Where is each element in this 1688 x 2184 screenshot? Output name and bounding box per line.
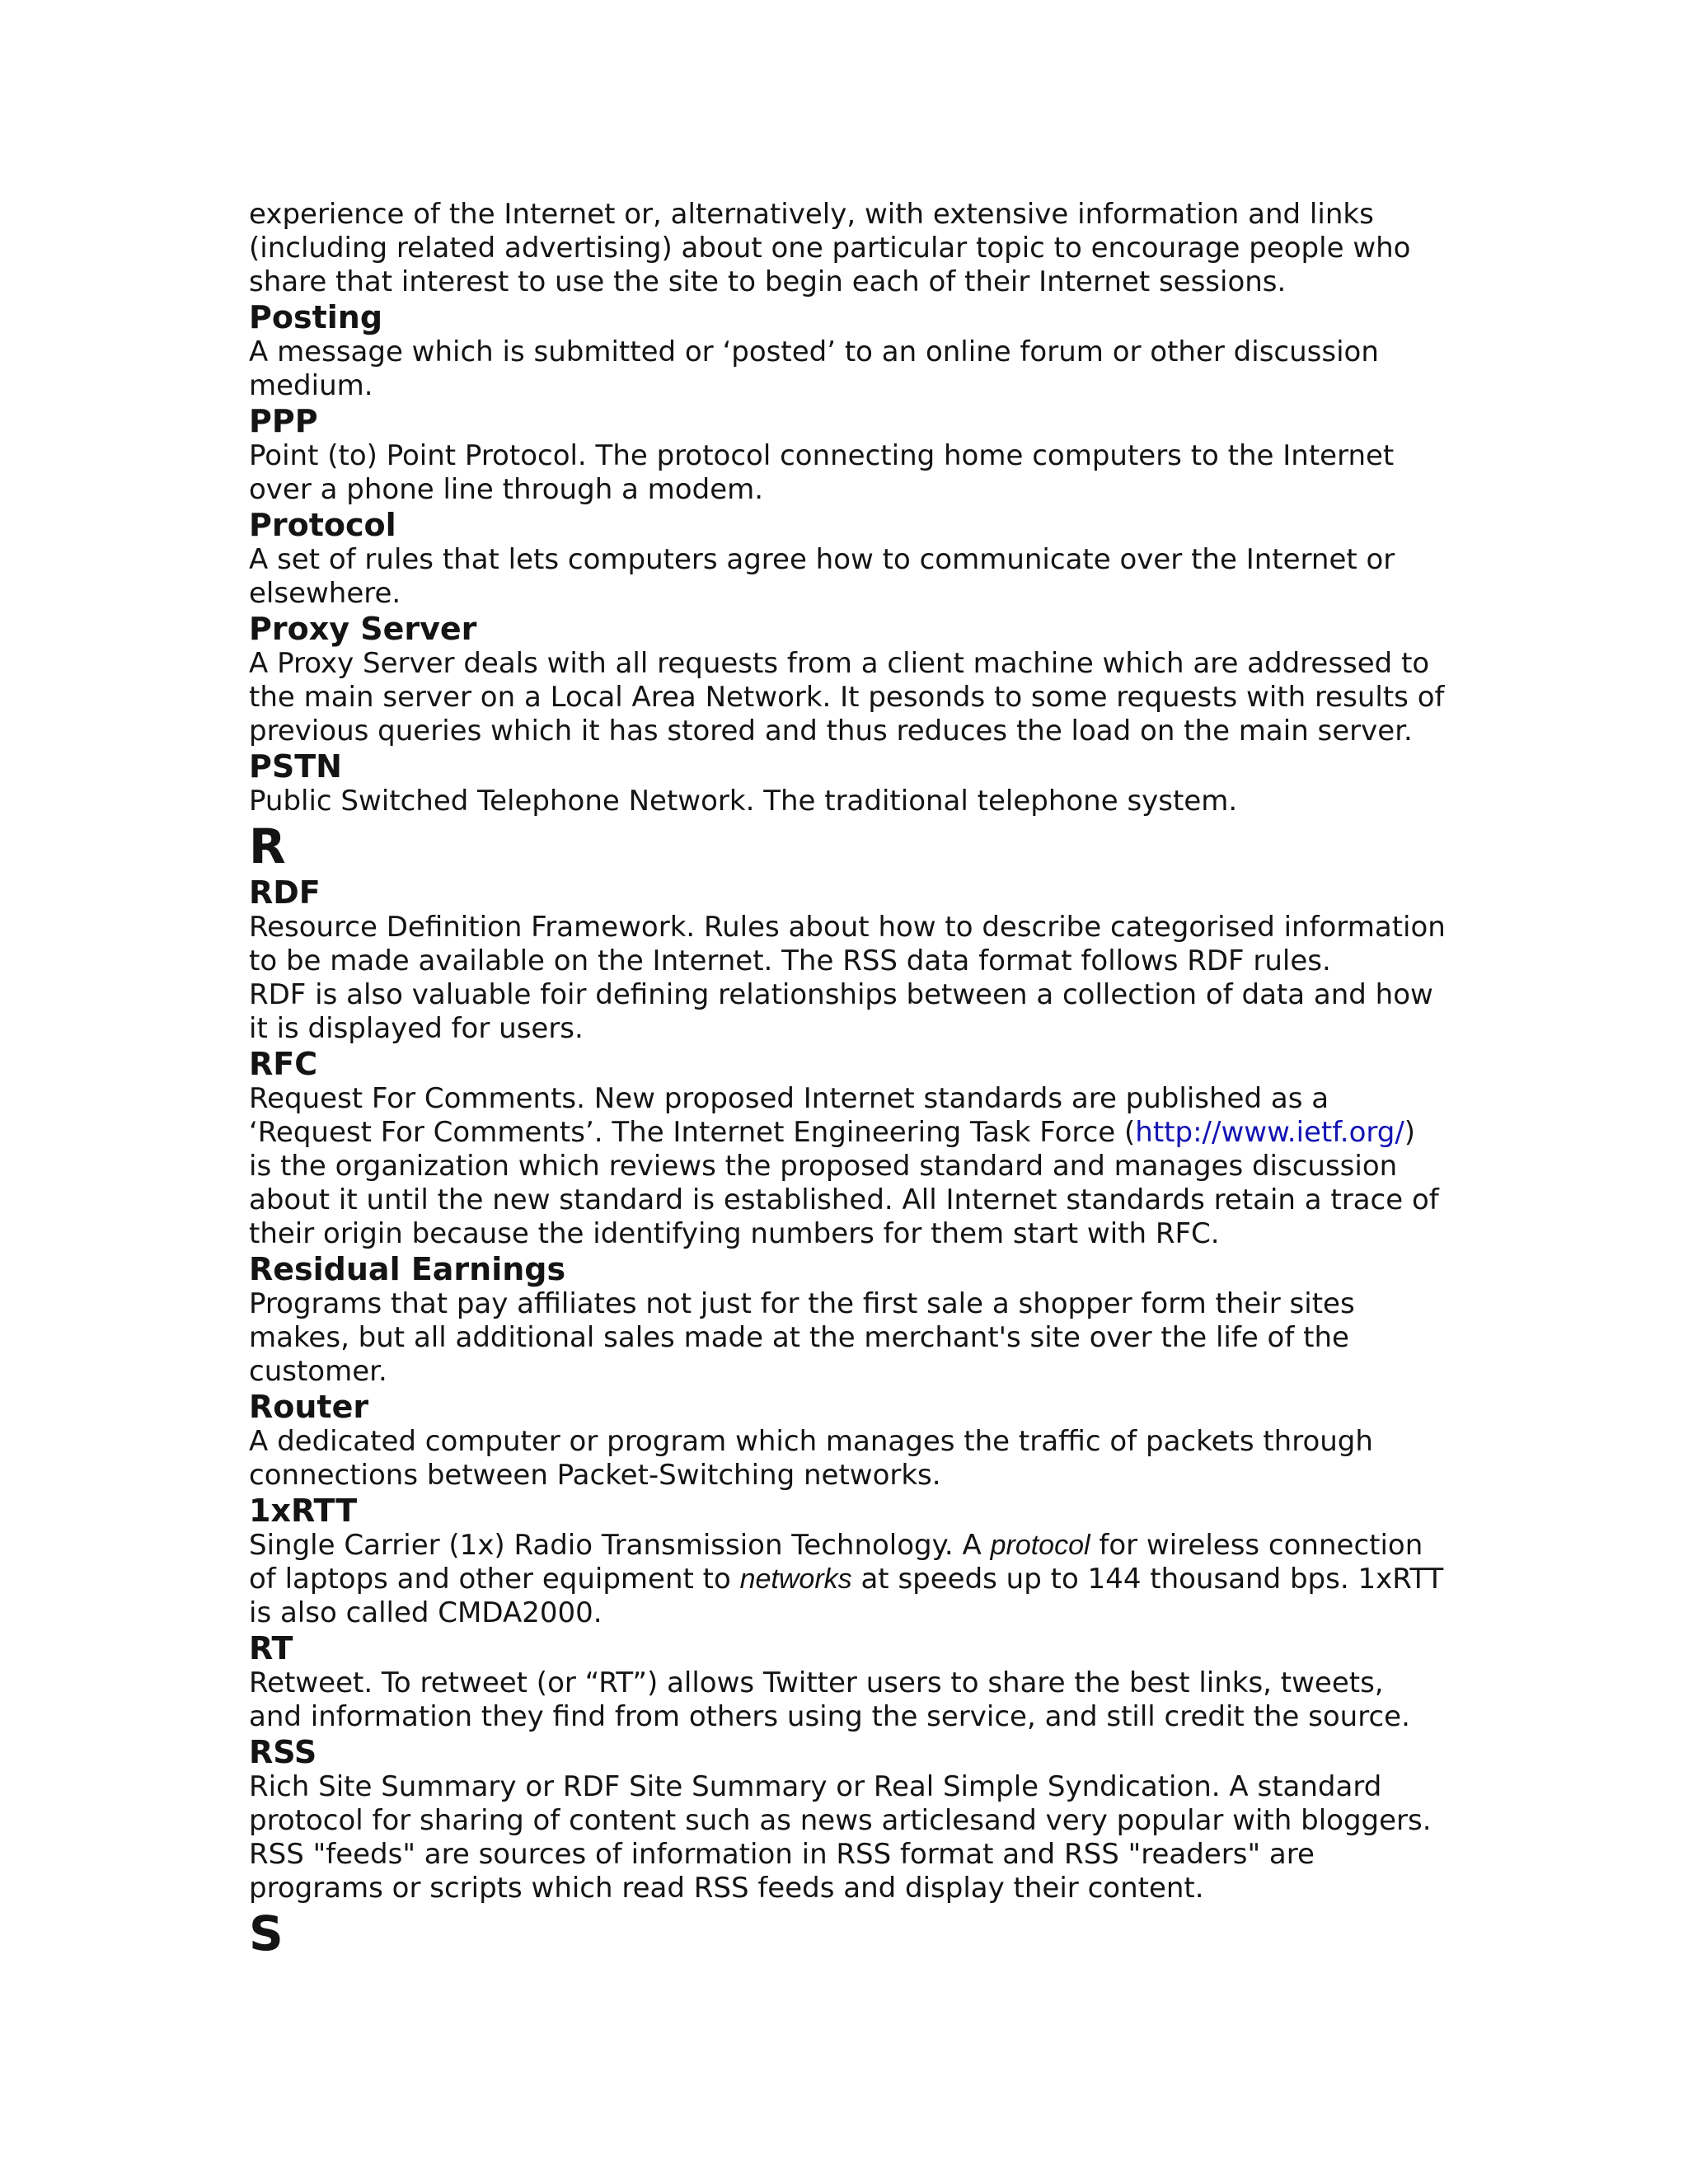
section-letter-r: R bbox=[249, 818, 286, 874]
definition-ppp: Point (to) Point Protocol. The protocol connecting home computers to the Internet over a phone line through a modem. bbox=[249, 439, 1395, 506]
term-posting: Posting bbox=[249, 299, 383, 335]
ietf-link[interactable]: http://www.ietf.org/ bbox=[1135, 1116, 1404, 1149]
definition-rdf: Resource Definition Framework. Rules about how to describe categorised information to be made available on the Internet. The RSS data format follows RDF rules. RDF is also valuable foir defining relationships between a collection of data and how it is displayed for users. bbox=[249, 911, 1446, 1045]
term-ppp: PPP bbox=[249, 403, 318, 439]
definition-residual-earnings: Programs that pay affiliates not just for the first sale a shopper form their sites makes, but all additional sales made at the merchant's site over the life of the customer. bbox=[249, 1287, 1355, 1388]
italic-protocol: protocol bbox=[990, 1530, 1090, 1561]
section-letter-s: S bbox=[249, 1905, 284, 1961]
term-residual-earnings: Residual Earnings bbox=[249, 1251, 566, 1287]
definition-rt: Retweet. To retweet (or “RT”) allows Twitter users to share the best links, tweets, and information they find from others using the service, and still credit the source. bbox=[249, 1666, 1410, 1733]
definition-protocol: A set of rules that lets computers agree how to communicate over the Internet or elsewhere. bbox=[249, 543, 1395, 610]
definition-rfc-part-2: ) is the organization which reviews the proposed standard and manages discussion about it until the new standard is established. All Internet standards retain a trace of their origin because the identifying numbers for them start with RFC. bbox=[249, 1116, 1439, 1250]
term-rfc: RFC bbox=[249, 1046, 318, 1082]
definition-rfc bbox=[249, 1082, 1452, 1251]
term-rss: RSS bbox=[249, 1734, 317, 1770]
glossary-page bbox=[249, 198, 1452, 1961]
term-rt: RT bbox=[249, 1630, 293, 1666]
intro-paragraph: experience of the Internet or, alternatively, with extensive information and links (including related advertising) about one particular topic to encourage people who share that interest to use the site to begin each of their Internet sessions. bbox=[249, 198, 1411, 298]
definition-pstn: Public Switched Telephone Network. The traditional telephone system. bbox=[249, 785, 1238, 818]
definition-1xrtt-part-2: for wireless connection of laptops and other equipment to bbox=[249, 1529, 1423, 1596]
definition-rfc-part-1: Request For Comments. New proposed Internet standards are published as a ‘Request For Comments’. The Internet Engineering Task Force ( bbox=[249, 1082, 1329, 1149]
definition-1xrtt-part-1: Single Carrier (1x) Radio Transmission Technology. A bbox=[249, 1529, 991, 1562]
term-protocol: Protocol bbox=[249, 507, 396, 543]
definition-1xrtt bbox=[249, 1529, 1452, 1630]
definition-router: A dedicated computer or program which manages the traffic of packets through connections between Packet-Switching networks. bbox=[249, 1425, 1373, 1492]
term-1xrtt: 1xRTT bbox=[249, 1493, 358, 1529]
term-router: Router bbox=[249, 1389, 369, 1425]
term-pstn: PSTN bbox=[249, 748, 342, 785]
term-proxy-server: Proxy Server bbox=[249, 611, 477, 647]
definition-proxy-server: A Proxy Server deals with all requests from a client machine which are addressed to the main server on a Local Area Network. It pesonds to some requests with results of previous queries which it has stored and thus reduces the load on the main server. bbox=[249, 647, 1445, 748]
definition-posting: A message which is submitted or ‘posted’ to an online forum or other discussion medium. bbox=[249, 335, 1379, 402]
term-rdf: RDF bbox=[249, 874, 321, 911]
italic-networks: networks bbox=[739, 1563, 852, 1595]
definition-1xrtt-part-3: at speeds up to 144 thousand bps. 1xRTT is also called CMDA2000. bbox=[249, 1563, 1444, 1629]
definition-rss: Rich Site Summary or RDF Site Summary or Real Simple Syndication. A standard protocol for sharing of content such as news articlesand very popular with bloggers. RSS "feeds" are sources of information in RSS format and RSS "readers" are programs or scripts which read RSS feeds and display their content. bbox=[249, 1770, 1432, 1905]
